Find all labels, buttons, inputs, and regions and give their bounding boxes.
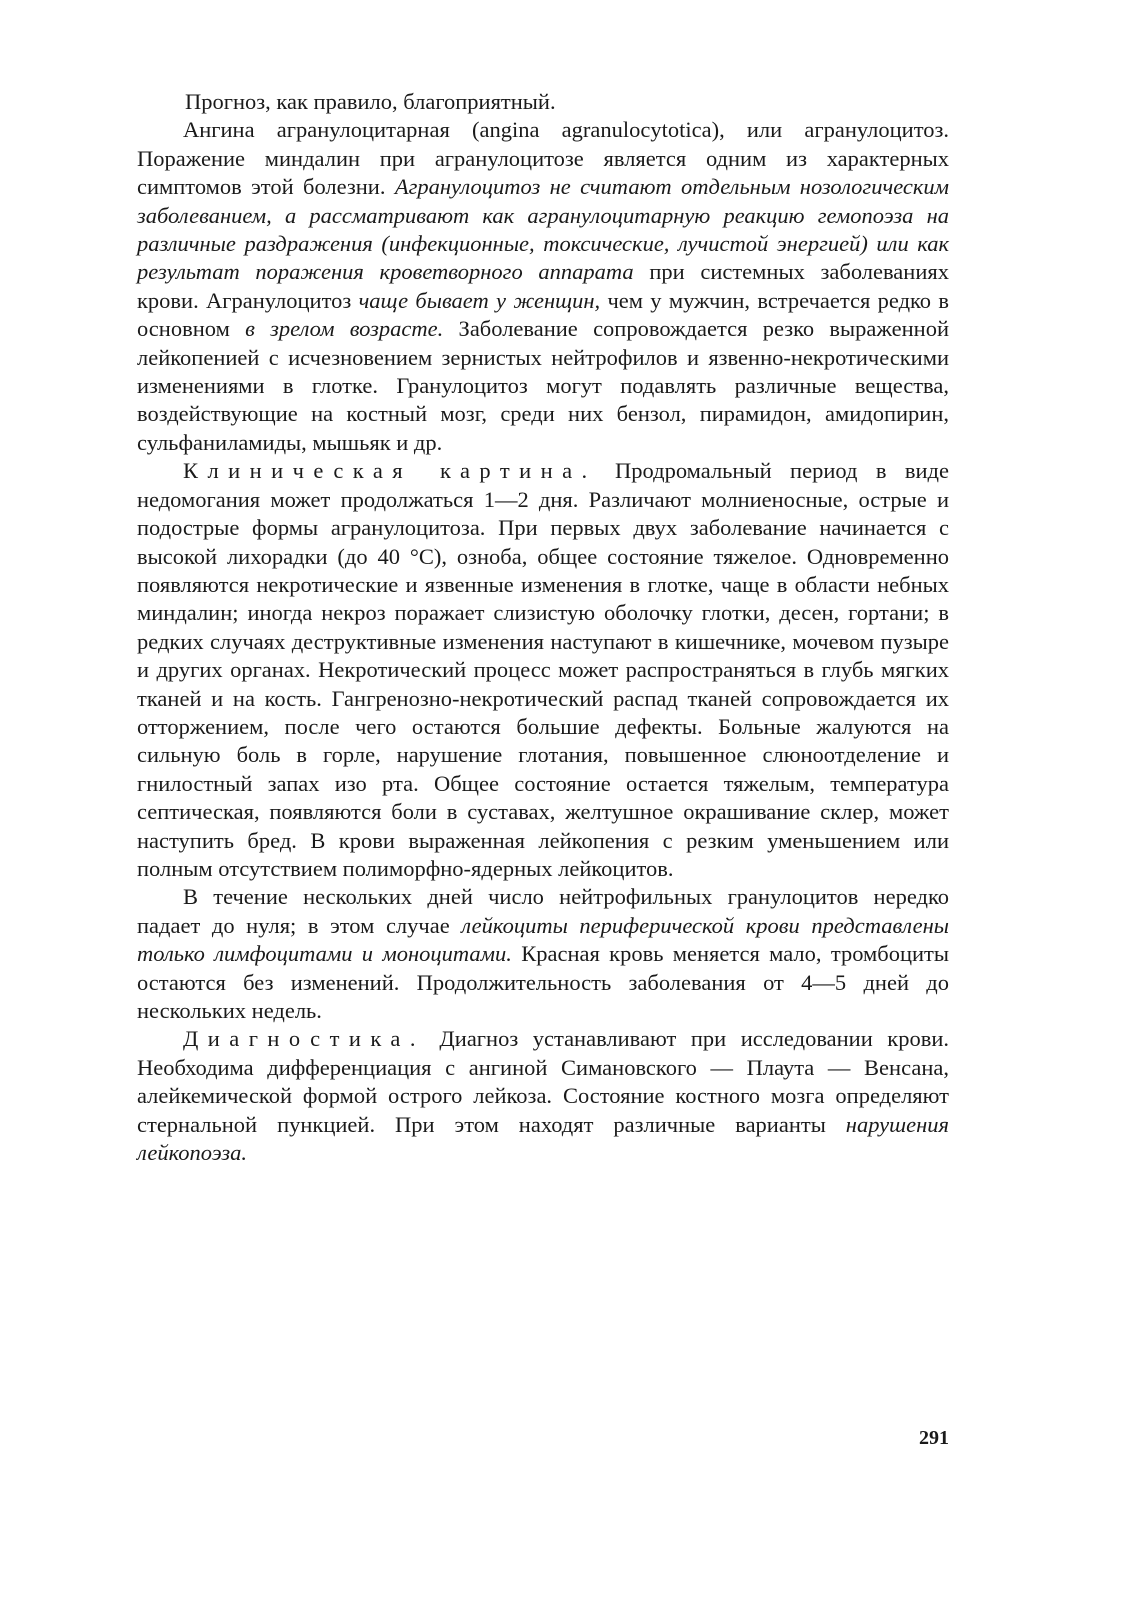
paragraph-diagnostics: Диагностика. Диагноз устанавливают при исследовании крови. Необходима дифференциация с ангиной Симановского — Плаута — Венсана, алейкемической формой острого лейкоза. Состояние костного мозга определяют стернальной пункцией. При этом находят различные варианты нарушения лейкопоэза. <box>137 1026 949 1166</box>
italic-leukocytes: лейкоциты периферической крови представлены только лимфоцитами и моноцитами. <box>137 912 949 967</box>
page-number: 291 <box>919 1427 949 1449</box>
italic-leukopoiesis: нарушения лейкопоэза. <box>137 1111 949 1166</box>
paragraph-clinical-picture: Клиническая картина. Продромальный период в виде недомогания может продолжаться 1—2 дня. Различают молниеносные, острые и подострые формы агранулоцитоза. При первых двух заболевание начинается с высокой лихорадки (до 40 °С), озноба, общее состояние тяжелое. Одновременно появляются некротические и язвенные изменения в глотке, чаще в области небных миндалин; иногда некроз поражает слизистую оболочку глотки, десен, гортани; в редких случаях деструктивные изменения наступают в кишечнике, мочевом пузыре и других органах. Некротический процесс может распространяться в глубь мягких тканей и на кость. Гангренозно-некротический распад тканей сопровождается их отторжением, после чего остаются большие дефекты. Больные жалуются на сильную боль в горле, нарушение глотания, повышенное слюноотделение и гнилостный запах изо рта. Общее состояние остается тяжелым, температура септическая, появляются боли в суставах, желтушное окрашивание склер, может наступить бред. В крови выраженная лейкопения с резким уменьшением или полным отсутствием полиморфно-ядерных лейкоцитов. <box>137 458 949 881</box>
paragraph-agranulocytosis: Ангина агранулоцитарная (angina agranulocytotica), или агранулоцитоз. Поражение миндалин при агранулоцитозе является одним из характерных симптомов этой болезни. Агранулоцитоз не считают отдельным нозологическим заболеванием, а рассматривают как агранулоцитарную реакцию гемопоэза на различные раздражения (инфекционные, токсические, лучистой энергией) или как результат поражения кроветворного аппарата при системных заболеваниях крови. Агранулоцитоз чаще бывает у женщин, чем у мужчин, встречается редко в основном в зрелом возрасте. Заболевание сопровождается резко выраженной лейкопенией с исчезновением зернистых нейтрофилов и язвенно-некротическими изменениями в глотке. Гранулоцитоз могут подавлять различные вещества, воздействующие на костный мозг, среди них бензол, пирамидон, амидопирин, сульфаниламиды, мышьяк и др. <box>137 117 950 455</box>
section-heading-clinical: Клиническая картина. <box>183 458 597 484</box>
paragraph-blood: В течение нескольких дней число нейтрофильных гранулоцитов нередко падает до нуля; в этом случае лейкоциты периферической крови представлены только лимфоцитами и моноцитами. Красная кровь меняется мало, тромбоциты остаются без изменений. Продолжительность заболевания от 4—5 дней до нескольких недель. <box>137 884 949 1023</box>
section-heading-diagnostics: Диагностика. <box>183 1026 425 1052</box>
paragraph-prognosis: Прогноз, как правило, благоприятный. <box>185 89 556 114</box>
italic-women: чаще бывает у женщин, <box>358 287 601 313</box>
italic-definition: Агранулоцитоз не считают отдельным нозологическим заболеванием, а рассматривают как агранулоцитарную реакцию гемопоэза на различные раздражения (инфекционные, токсические, лучистой энергией) или как результат поражения кроветворного аппарата <box>137 174 949 285</box>
body-text <box>137 88 949 1167</box>
italic-age: в зрелом возрасте. <box>245 316 444 342</box>
